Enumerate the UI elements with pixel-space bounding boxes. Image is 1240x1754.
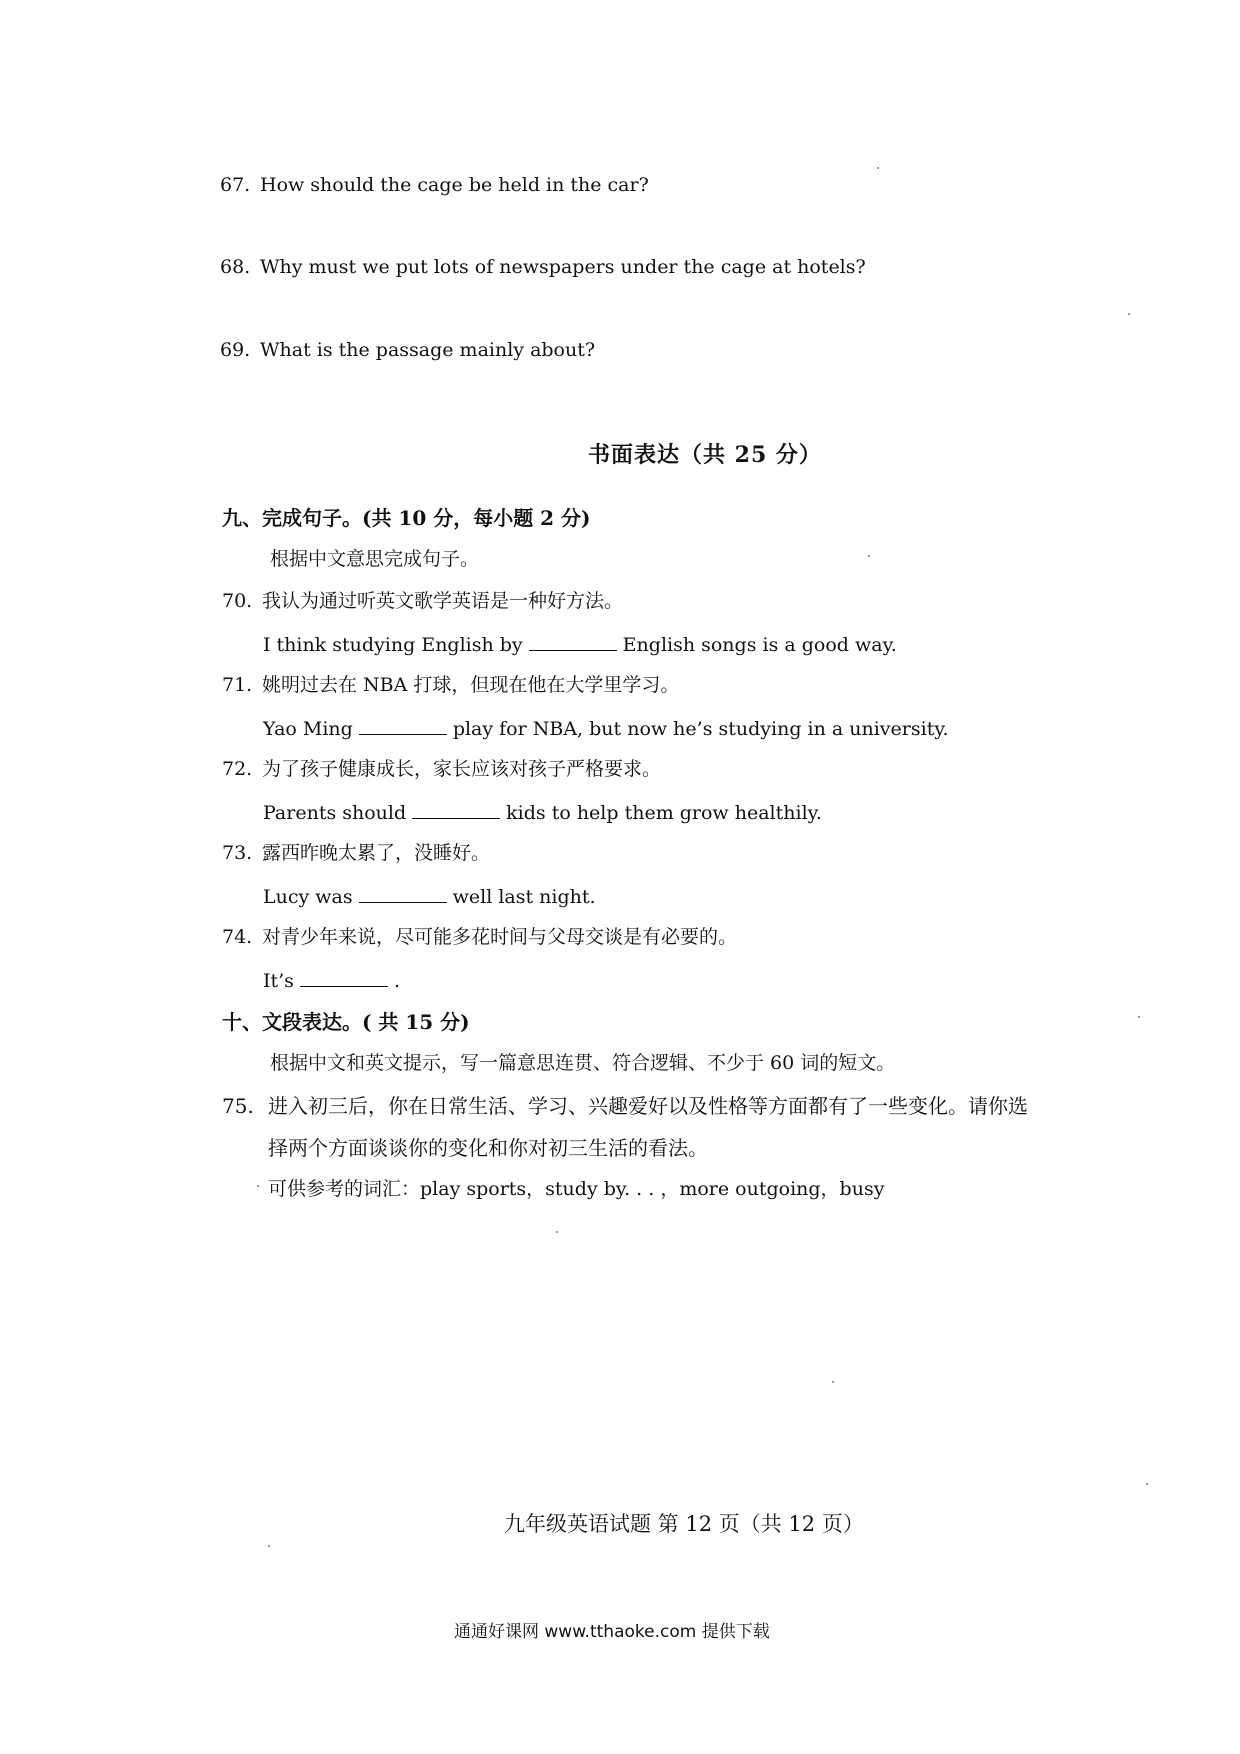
question-74-cn [222, 928, 737, 947]
en-before: I think studying English by [263, 634, 523, 656]
answer-blank[interactable] [359, 718, 447, 735]
question-68 [220, 258, 866, 277]
en-before: Parents should [263, 802, 407, 824]
answer-blank[interactable] [300, 970, 388, 987]
part10-heading: 十、文段表达。( 共 15 分) [222, 1010, 470, 1034]
en-after: well last night. [452, 886, 596, 908]
scan-speck [257, 1185, 259, 1187]
scan-speck [868, 555, 870, 557]
question-number: 71. [222, 674, 253, 696]
prompt-line-1: 进入初三后，你在日常生活、学习、兴趣爱好以及性格等方面都有了一些变化。请你选 [268, 1094, 1028, 1118]
scan-speck [877, 167, 879, 169]
question-72-en [263, 802, 822, 823]
question-number: 67. [220, 174, 251, 196]
scan-speck [1128, 313, 1130, 315]
en-after: English songs is a good way. [622, 634, 897, 656]
question-70-en [263, 634, 897, 655]
answer-blank[interactable] [529, 634, 617, 651]
question-cn-text: 为了孩子健康成长，家长应该对孩子严格要求。 [262, 758, 662, 780]
part9-instruction: 根据中文意思完成句子。 [270, 548, 480, 570]
page-footer: 九年级英语试题 第 12 页（共 12 页） [504, 1512, 864, 1536]
en-before: Yao Ming [263, 718, 353, 740]
question-75-prompt-cont: 择两个方面谈谈你的变化和你对初三生活的看法。 [268, 1136, 708, 1160]
question-69 [220, 341, 595, 360]
question-75-prompt [222, 1096, 1028, 1116]
question-71-cn [222, 676, 679, 695]
question-number: 75. [222, 1094, 254, 1118]
question-text: How should the cage be held in the car? [260, 174, 649, 196]
download-site-note: 通通好课网 www.tthaoke.com 提供下载 [454, 1622, 770, 1642]
question-number: 69. [220, 339, 251, 361]
question-70-cn [222, 592, 623, 611]
question-number: 72. [222, 758, 253, 780]
question-cn-text: 姚明过去在 NBA 打球，但现在他在大学里学习。 [262, 674, 680, 696]
answer-blank[interactable] [359, 886, 447, 903]
question-cn-text: 对青少年来说，尽可能多花时间与父母交谈是有必要的。 [262, 926, 738, 948]
question-71-en [263, 718, 949, 739]
en-before: Lucy was [263, 886, 353, 908]
scan-speck [1138, 1016, 1140, 1018]
question-cn-text: 我认为通过听英文歌学英语是一种好方法。 [262, 590, 624, 612]
part9-heading: 九、完成句子。(共 10 分，每小题 2 分) [222, 506, 591, 530]
scan-speck [1146, 1483, 1148, 1485]
question-cn-text: 露西昨晚太累了，没睡好。 [262, 842, 491, 864]
question-73-en [263, 886, 596, 907]
vocab-hint: 可供参考的词汇：play sports，study by. . . ，more outgoing，busy [268, 1178, 885, 1200]
en-before: It’s [263, 970, 294, 992]
question-number: 70. [222, 590, 253, 612]
scan-speck [832, 1381, 834, 1383]
en-after: play for NBA, but now he’s studying in a university. [452, 718, 949, 740]
en-after: . [393, 970, 400, 992]
question-67 [220, 176, 649, 195]
question-number: 74. [222, 926, 253, 948]
question-72-cn [222, 760, 661, 779]
answer-blank[interactable] [412, 802, 500, 819]
question-text: Why must we put lots of newspapers under the cage at hotels? [260, 256, 866, 278]
en-after: kids to help them grow healthily. [506, 802, 822, 824]
question-number: 73. [222, 842, 253, 864]
question-74-en [263, 970, 400, 991]
part10-instruction: 根据中文和英文提示，写一篇意思连贯、符合逻辑、不少于 60 词的短文。 [270, 1052, 896, 1074]
question-number: 68. [220, 256, 251, 278]
scan-speck [556, 1231, 558, 1233]
writing-section-title: 书面表达（共 25 分） [588, 442, 822, 468]
question-73-cn [222, 844, 490, 863]
scan-speck [268, 1545, 270, 1547]
question-text: What is the passage mainly about? [260, 339, 596, 361]
